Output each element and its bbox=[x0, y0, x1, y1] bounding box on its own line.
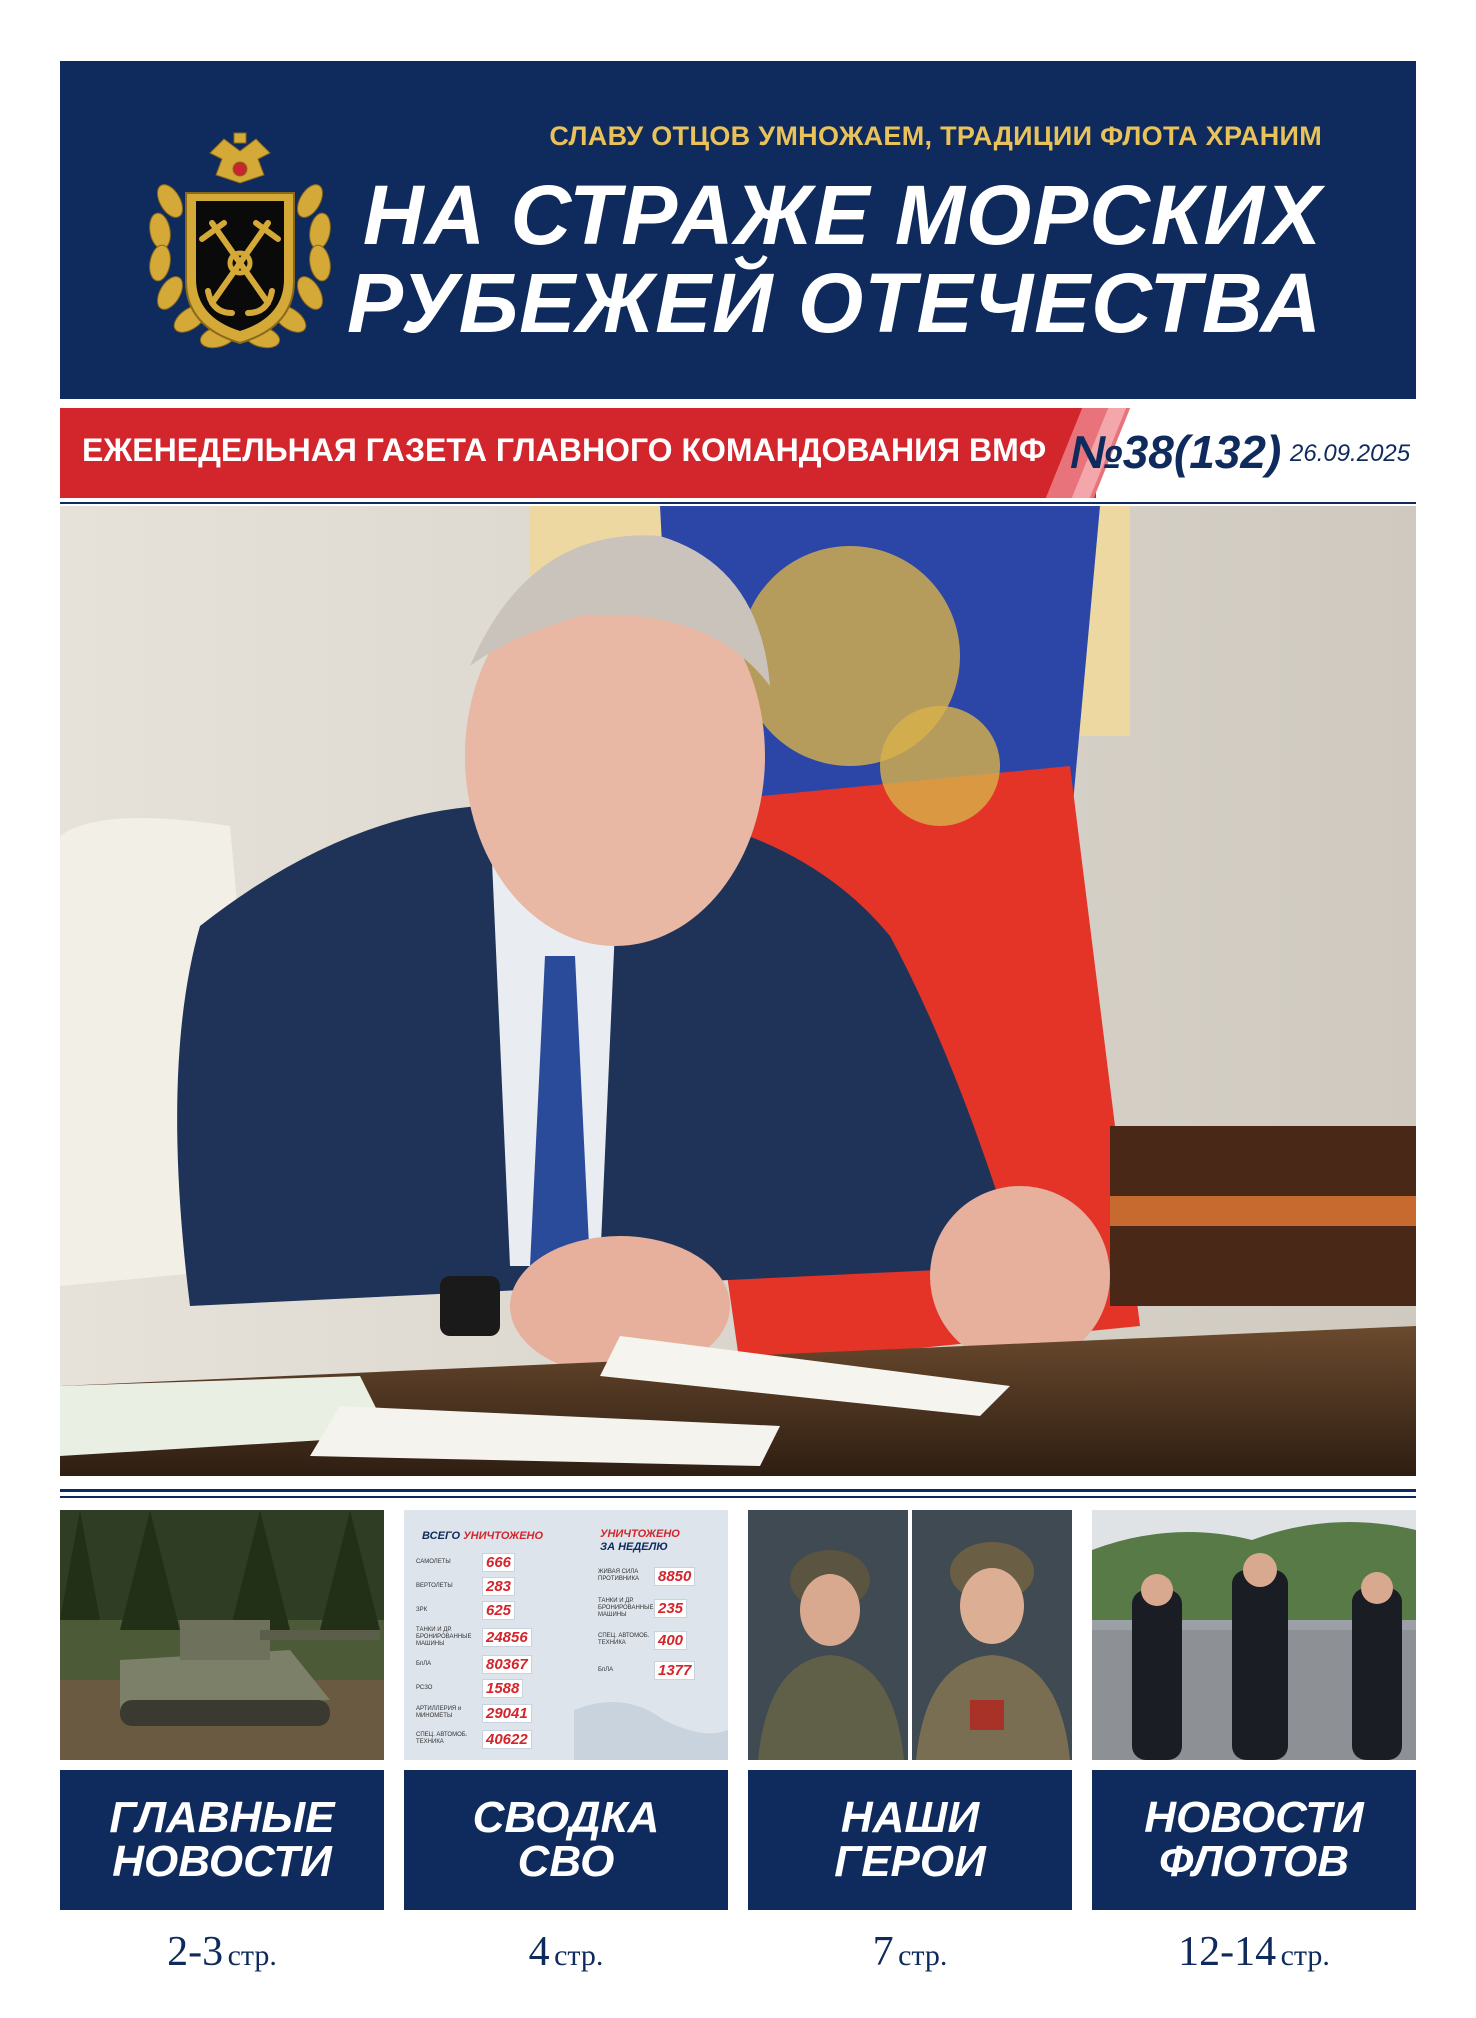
divider bbox=[60, 502, 1416, 504]
page-suffix: стр. bbox=[898, 1939, 948, 1972]
tank-photo-illustration bbox=[60, 1510, 384, 1760]
section-label-line1: ГЛАВНЫЕ bbox=[109, 1793, 335, 1842]
list-item: СПЕЦ. АВТОМОБ. ТЕХНИКА 400 bbox=[598, 1624, 722, 1656]
page-suffix: стр. bbox=[227, 1939, 277, 1972]
divider bbox=[60, 1496, 1416, 1498]
cover-photo bbox=[60, 506, 1416, 1476]
motto: СЛАВУ ОТЦОВ УМНОЖАЕМ, ТРАДИЦИИ ФЛОТА ХРАНИМ bbox=[549, 121, 1322, 151]
section-label-line2: НОВОСТИ bbox=[112, 1837, 332, 1886]
page-suffix: стр. bbox=[1280, 1939, 1330, 1972]
newspaper-title-line1: НА СТРАЖЕ МОРСКИХ bbox=[362, 168, 1322, 262]
thumbnail-our-heroes[interactable] bbox=[748, 1510, 1072, 1760]
svo-week-list bbox=[598, 1560, 722, 1684]
cover-photo-illustration bbox=[60, 506, 1416, 1476]
section-main-news-button[interactable] bbox=[60, 1770, 384, 1910]
list-item: ВЕРТОЛЕТЫ 283 bbox=[416, 1574, 566, 1598]
svo-week-header-b: ЗА НЕДЕЛЮ bbox=[600, 1541, 668, 1553]
masthead bbox=[60, 61, 1416, 399]
list-item: САМОЛЕТЫ 666 bbox=[416, 1550, 566, 1574]
list-item: ТАНКИ И ДР. БРОНИРОВАННЫЕ МАШИНЫ 235 bbox=[598, 1592, 722, 1624]
section-label-line2: ГЕРОИ bbox=[834, 1837, 986, 1886]
list-item: СПЕЦ. АВТОМОБ. ТЕХНИКА 40622 bbox=[416, 1726, 566, 1752]
page-number: 2-3 bbox=[167, 1929, 224, 1975]
page-number: 4 bbox=[528, 1929, 550, 1975]
page-suffix: стр. bbox=[554, 1939, 604, 1972]
list-item: БпЛА 80367 bbox=[416, 1652, 566, 1676]
weekly-label: ЕЖЕНЕДЕЛЬНАЯ ГАЗЕТА ГЛАВНОГО КОМАНДОВАНИЯ ВМФ bbox=[82, 432, 1047, 468]
page-number: 12-14 bbox=[1178, 1929, 1277, 1975]
page-reference bbox=[60, 1928, 384, 1976]
thumbnail-main-news[interactable] bbox=[60, 1510, 384, 1760]
section-svo-summary-button[interactable] bbox=[404, 1770, 728, 1910]
page-reference bbox=[404, 1928, 728, 1976]
list-item: ЗРК 625 bbox=[416, 1598, 566, 1622]
page-reference bbox=[1092, 1928, 1416, 1976]
list-item: АРТИЛЛЕРИЯ и МИНОМЕТЫ 29041 bbox=[416, 1700, 566, 1726]
section-label-line2: ФЛОТОВ bbox=[1158, 1837, 1349, 1886]
issue-number: №38(132) bbox=[1070, 426, 1282, 478]
list-item: БпЛА 1377 bbox=[598, 1656, 722, 1684]
list-item: ЖИВАЯ СИЛА ПРОТИВНИКА 8850 bbox=[598, 1560, 722, 1592]
section-label-line1: НАШИ bbox=[840, 1793, 980, 1842]
section-our-heroes-button[interactable] bbox=[748, 1770, 1072, 1910]
section-fleet-news-button[interactable] bbox=[1092, 1770, 1416, 1910]
newspaper-title-line2: РУБЕЖЕЙ ОТЕЧЕСТВА bbox=[347, 256, 1322, 350]
page-number: 7 bbox=[872, 1929, 894, 1975]
section-label-line2: СВО bbox=[517, 1837, 615, 1886]
svo-total-header-a: ВСЕГО bbox=[422, 1530, 461, 1542]
page-reference bbox=[748, 1928, 1072, 1976]
svo-total-header-b: УНИЧТОЖЕНО bbox=[463, 1530, 544, 1542]
thumbnail-fleet-news[interactable] bbox=[1092, 1510, 1416, 1760]
soldiers-photo-illustration bbox=[748, 1510, 1072, 1760]
svo-total-list bbox=[416, 1550, 566, 1752]
section-label-line1: СВОДКА bbox=[472, 1793, 660, 1842]
list-item: ТАНКИ И ДР. БРОНИРОВАННЫЕ МАШИНЫ 24856 bbox=[416, 1622, 566, 1652]
ceremony-photo-illustration bbox=[1092, 1510, 1416, 1760]
list-item: РСЗО 1588 bbox=[416, 1676, 566, 1700]
svo-week-header-a: УНИЧТОЖЕНО bbox=[600, 1528, 680, 1540]
issue-date: 26.09.2025 bbox=[1290, 440, 1411, 467]
divider bbox=[60, 1489, 1416, 1492]
thumbnail-svo-summary[interactable] bbox=[404, 1510, 728, 1760]
section-label-line1: НОВОСТИ bbox=[1144, 1793, 1364, 1842]
